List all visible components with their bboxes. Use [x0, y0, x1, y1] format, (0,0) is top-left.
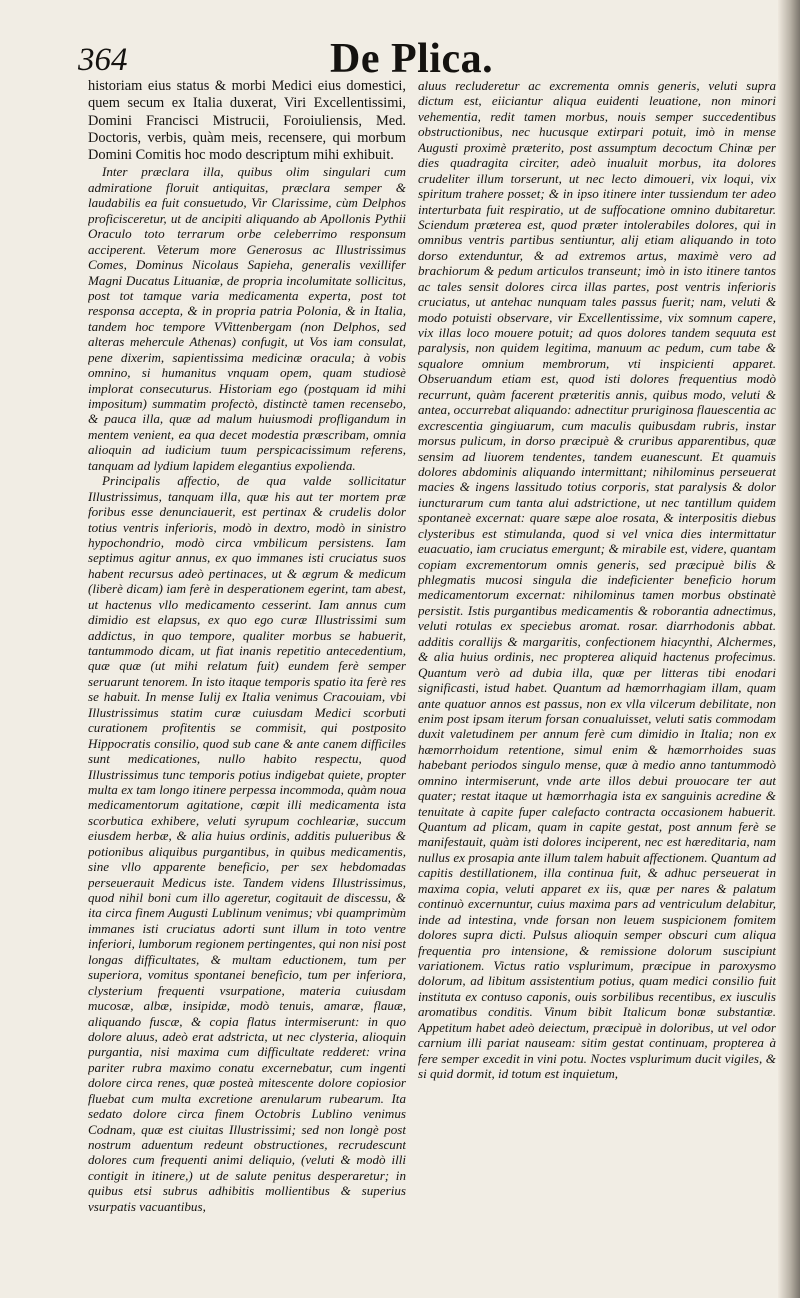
right-paragraph-continuation: aluus recluderetur ac excrementa omnis generis, veluti supra dictum est, eiiciantur aliqua euidenti leuatione, non minori vehementia, redit tamen morbus, nouis semper succedentibus obstructionibus, nec hucusque extirpari potuit, imò in mense Augusti proximè præterito, post assumptum decoctum Chinæ per dies quadragita circiter, adeò inualuit morbus, ita dolores crudeliter illum torserunt, ut nec lecto dimoueri, vix loqui, vix spiritum trahere posset; & in ipso itinere inter tussiendum ter adeo interturbata fuit respiratio, ut de suffocatione omnino dubitaretur. Sciendum præterea est, quod præter intolerabiles dolores, qui in omnibus ventris partibus sentiuntur, alij etiam aliquando in toto dorso extenduntur, & ad extremos artus, maximè vero ad brachiorum & pedum articulos transeunt; imò in isto itinere tantos ac tales sensit dolores circa illas partes, post ventris inferioris cruciatus, ut antehac nunquam tales passus fuerit; nam, veluti & modo potuisti observare, vir Excellentissime, vix somnum capere, vix illas loco mouere potuit; ad quos dolores tandem sequuta est paralysis, non quidem legitima, manuum ac pedum, cum tabe & squalore omnium membrorum, vti inspicienti apparet. Obseruandum etiam est, quod isti dolores frequentius modò recurrunt, quàm facerent præteritis annis, quibus modo, veluti & antea, occurrebat aliquando: adnectitur pruriginosa flauescentia ac excrescentia gingiuarum, cum maculis quibusdam rubris, instar morsus pulicum, in dorso præcipuè & cruribus apparentibus, quæ sensim ad liuorem tendentes, tandem euanescunt. Et quamuis dolores abdominis aliquando intermittant; nihilominus perseuerat macies & ingens lassitudo totius corporis, stat paralysis & dolor iuncturarum cum tanta alui adstrictione, ut nec tantillum quidem spontaneè excernat: quare sæpe aloe rosata, & interpositis diebus clysteribus est stimulanda, quod si vel vnica dies intermittatur euacuatio, iam cruciatus emergunt; & mirabile est, videre, quantam copiam excrementorum omnis generis, sed præcipuè bilis & phlegmatis mucosi singula die indeficienter beneficio horum medicamentorum excernat: nihilominus tamen morbus obstinatè persistit. Istis purgantibus medicamentis & roborantia adnectimus, veluti rotulas ex speciebus aromat. rosar. diarrhodonis abbat. additis corallijs & margaritis, confectionem hiacynthi, Alchermes, & alia huius ordinis, nec propterea aliquid hactenus profecimus. Quantum verò ad dubia illa, quæ per litteras tibi enodari significasti, istud habet. Quantum ad hæmorrhagiam illam, quam ante quatuor annos est passus, non ex vlla vilcerum debilitate, non enim post ipsam iterum forsan conualuisset, veluti satis commodam duxit valetudinem per annum ferè cum dimidio in Italia; non ex hæmorrhoidum retentione, simul enim & hæmorrhoides suas habebant periodos singulo mense, quæ à medio anno tantummodò omnino intermiserunt, vnde arte illos debui prouocare ter aut quater; restat itaque ut hæmorrhagia ista ex sanguinis acredine & tenuitate à capite fuper calefacto contracta occasionem habuerit. Quantum ad plicam, quam in capite gestat, post annum ferè se manifestauit, quàm isti dolores inciperent, nec est hæreditaria, nam nullus ex prosapia ante illum talem habuit affectionem. Quantum ad capitis destillationem, illa continua fuit, & adhuc perseuerat in maxima copia, veluti apparet ex iis, quæ per nares & palatum continuò excernuntur, cuius maxima pars ad ventriculum delabitur, inde ad intestina, vnde forsan non leuem suspicionem fomitem dolores supra dicti. Pulsus alioquin semper obscuri cum aliqua frequentia pro intensione, & remissione dolorum suscipiunt variationem. Victus ratio vsplurimum, præcipue in paroxysmo dolorum, ad libitum assistentium potius, quam medici consilio fuit instituta ex contuso caponis, ouis sorbilibus recentibus, ex iusculis aromatibus conditis. Vinum bibit Italicum bonæ substantiæ. Appetitum habet adeò deiectum, præcipuè in doloribus, ut vel odor carnium illi pariat nauseam: sitim gestat continuam, propterea à fere semper excedit in vini potu. Noctes vsplurimum ducit vigiles, & si quid dormit, id totum est inquietum, — [418, 78, 776, 1081]
right-column — [418, 78, 776, 1290]
running-head: De Plica. — [330, 36, 494, 82]
left-intro-paragraph: historiam eius status & morbi Medici eius domestici, quem secum ex Italia duxerat, Viri Excellentissimi, Domini Francisci Mistrucii, Foroiuliensis, Med. Doctoris, verbis, quàm meis, recensere, qui morbum Domini Comitis hoc modo descriptum mihi exhibuit. — [88, 78, 406, 164]
left-paragraph-inter-praeclara: Inter præclara illa, quibus olim singulari cum admiratione floruit antiquitas, præclara semper & laudabilis ea fuit consuetudo, Vir Clarissime, cùm Delphos proficisceretur, ut de ancipiti aliquando ab Apollonis Pythii Oraculo toto terrarum orbe celeberrimo responsum acciperent. Veterum more Generosus ac Illustrissimus Comes, Dominus Nicolaus Sapieha, generalis vexillifer Magni Ducatus Lituaniæ, de propria incolumitate sollicitus, post tot tamque varia medicamenta experta, post tot responsa accepta, & in propria patria Polonia, & in Italia, tandem hoc tempore VVittenbergam (non Delphos, sed alteras mehercule Athenas) confugit, ut Vos iam consulat, pene dixerim, sapientissima medicinæ oracula; à vobis omnino, si humanitus vnquam opem, quam studiosè implorat consecuturus. Historiam ego (postquam id mihi impositum) summatim profectò, distinctè tamen recensebo, & pauca illa, quæ ad malum huiusmodi profligandum in mentem venient, ea qua decet modestia præscribam, omnia alioquin ad iudicium tuum perspicacissimum referens, tanquam ad lydium lapidem elegantius expolienda. — [88, 164, 406, 473]
page-gutter-shadow — [778, 0, 800, 1298]
left-column — [88, 78, 406, 1290]
page-number: 364 — [78, 42, 128, 78]
left-paragraph-principalis: Principalis affectio, de qua valde sollicitatur Illustrissimus, tanquam illa, quæ his aut ter mortem præ foribus esse denunciauerit, est pertinax & crudelis dolor totius ventris inferioris, modò in dextro, modò in sinistro hypochondrio, modò circa vmbilicum persistens. Iam septimus agitur annus, ex quo immanes isti cruciatus suos habent recursus adeò pertinaces, ut & ægrum & medicum (liberè dicam) iam ferè in desperationem egerint, tam abest, ut hactenus vllo medicamento cesserint. Iam annus cum dimidio est elapsus, ex quo ego curæ Illustrissimi sum addictus, in quo tempore, qualiter morbus se habuerit, tantummodo dicam, ut fiat inanis repetitio antecedentium, quæ quæ (ut mihi relatum fuit) eundem ferè semper seruarunt tenorem. In isto itaque temporis spatio ita ferè res se habuit. In mense Iulij ex Italia venimus Cracouiam, vbi Illustrissimus statim curæ cuiusdam Medici scorbuti curationem profitentis se commisit, qui postposito Hippocratis consilio, quod sub cane & ante canem difficiles sunt medicationes, nullo habito respectu, quod Illustrissimus tunc temporis potius indigebat quiete, propter multa ex tam longo itinere perpessa incommoda, quàm noua medicamentorum agitatione, cœpit illi medicamenta ista scorbutica exhibere, veluti syrupum cochleariæ, succum eiusdem herbæ, & alia huius ordinis, additis pulueribus & potionibus aliquibus purgantibus, in quibus medicamentis, sine vllo apparente beneficio, per sex hebdomadas perseuerauit Medicus iste. Tandem videns Illustrissimus, quod nihil boni cum illo ageretur, cogitauit de discessu, & ita circa finem Augusti Lublinum venimus; vbi quamprimùm immanes isti cruciatus adorti sunt illum in toto ventre inferiori, lumborum regionem pertingentes, qui non nisi post longas difficultates, & multam eductionem, tum per superiora, vomitus spontanei beneficio, tum per inferiora, clysterium frequenti vsurpatione, materia cuiusdam mucosæ, albæ, insipidæ, modò tenuis, amaræ, flauæ, aliquando fuscæ, & copia flatus intermiserunt: in quo dolore aluus, adeò erat adstricta, ut nec clysteria, alioquin purgantia, nisi maxima cum difficultate redderet: vrina pariter rubra maximo conatu excernebatur, cum ingenti dolore circa renes, quæ posteà mitescente dolore copiosior fluebat cum multa excretione arenularum rubearum. Ita sedato dolore circa finem Octobris Lublino venimus Codnam, quæ est ciuitas Illustrissimi; sed non longè post nostrum aduentum redeunt obstructiones, recrudescunt dolores cum frequenti animi deliquio, (veluti & modò illi contigit in itinere,) ut de salute penitus desperaretur; in quibus etsi subrus adhibitis mollientibus & superius vsurpatis vacuantibus, — [88, 473, 406, 1214]
